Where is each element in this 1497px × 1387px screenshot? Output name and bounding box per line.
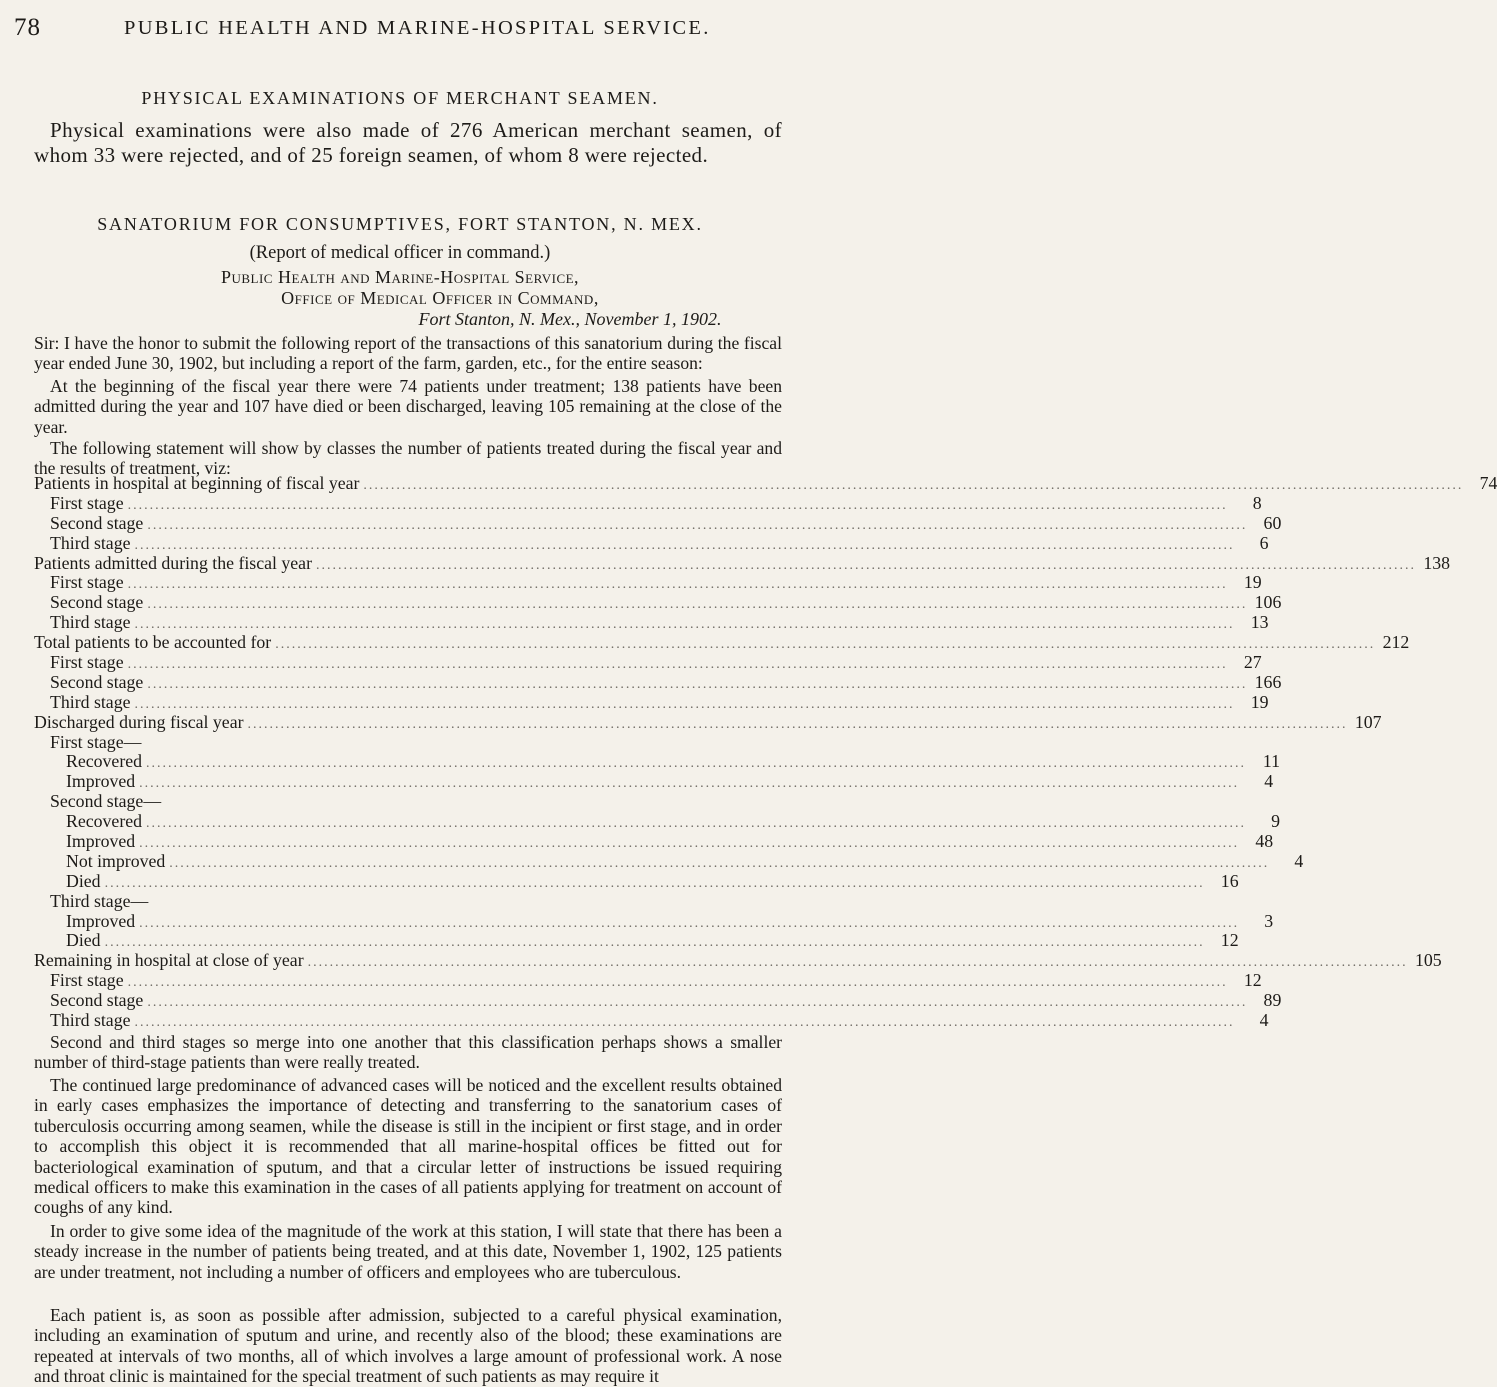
statistics-row-value: 12 [1220,930,1239,951]
leader-dots: ........................................................................................................................................................................................................ [127,577,1228,593]
leader-dots: ........................................................................................................................................................................................................ [127,497,1228,513]
dateline: Fort Stanton, N. Mex., November 1, 1902. [418,309,722,329]
leader-dots: ........................................................................................................................................................................................................ [134,1015,1235,1031]
leader-dots: ........................................................................................................................................................................................................ [147,597,1248,613]
office-line-1: Public Health and Marine-Hospital Service, [220,267,580,287]
statistics-row [34,910,1274,931]
statistics-row [34,652,1262,673]
leader-dots: ........................................................................................................................................................................................................ [139,776,1240,792]
statistics-row-value: 4 [1259,1010,1269,1031]
statistics-row [34,850,1304,871]
paragraph-intro-text: Sir: I have the honor to submit the following report of the transactions of this sanatorium during the fiscal year ended June 30, 1902, but including a report of the farm, garden, etc., for the entire season: [34,333,782,374]
statistics-row [34,870,1239,891]
statistics-row-label: Second stage [50,671,144,692]
paragraph-merge [34,1032,782,1073]
statistics-row-label: Third stage— [50,890,149,911]
statistics-row-value: 4 [1264,771,1274,792]
leader-dots: ........................................................................................................................................................................................................ [169,855,1270,871]
leader-dots: ........................................................................................................................................................................................................ [134,617,1235,633]
leader-dots: ........................................................................................................................................................................................................ [247,716,1348,732]
statistics-row-label: First stage [50,652,124,673]
running-header [14,14,790,44]
page-number: 78 [14,14,41,41]
statistics-row-label: Patients admitted during the fiscal year [34,552,312,573]
leader-dots: ........................................................................................................................................................................................................ [104,935,1205,951]
leader-dots: ........................................................................................................................................................................................................ [316,557,1416,573]
leader-dots: ........................................................................................................................................................................................................ [147,995,1248,1011]
statistics-row-value: 105 [1414,950,1442,971]
paragraph-intro [34,333,782,374]
statistics-row-label: Recovered [66,751,143,772]
statistics-row-value: 60 [1263,512,1282,533]
statistics-row [34,811,1281,832]
leader-dots: ........................................................................................................................................................................................................ [134,696,1235,712]
paragraph-summary [34,376,782,437]
leader-dots: ........................................................................................................................................................................................................ [139,915,1240,931]
statistics-row [34,612,1269,633]
leader-dots: ........................................................................................................................................................................................................ [104,875,1205,891]
statistics-row [34,930,1239,951]
statistics-row-value: 74 [1479,473,1497,493]
paragraph-merge-text: Second and third stages so merge into one another that this classification perhaps shows a smaller number of third-stage patients than were really treated. [34,1032,782,1073]
statistics-row [34,970,1262,991]
statistics-row [34,771,1274,792]
statistics-row-label: Recovered [66,811,143,832]
statistics-row-value: 4 [1294,850,1304,871]
statistics-row [34,1010,1269,1031]
paragraph-examination-text: Each patient is, as soon as possible after admission, subjected to a careful physical examination, including an examination of sputum and urine, and recently also of the blood; these examinations are repeated at intervals of two months, all of which involves a large amount of professional work. A nose and throat clinic is maintained for the special treatment of such patients as may require it [34,1305,782,1387]
statistics-row-label: Improved [66,831,136,852]
statistics-row-label: Second stage— [50,791,162,812]
statistics-row-label: Third stage [50,1010,131,1031]
leader-dots: ........................................................................................................................................................................................................ [146,816,1247,832]
statistics-row-value: 13 [1250,612,1269,633]
statistics-row-value: 19 [1243,572,1262,593]
statistics-table [34,473,1497,1031]
statistics-row-label: Second stage [50,990,144,1011]
leader-dots: ........................................................................................................................................................................................................ [134,537,1235,553]
statistics-row [34,732,782,752]
paragraph-predominance [34,1075,782,1218]
statistics-row [34,492,1262,513]
paragraph-predominance-text: The continued large predominance of advanced cases will be noticed and the excellent results obtained in early cases emphasizes the importance of detecting and transferring to the sanatorium cases of tuberculosis occurring among seamen, while the disease is still in the incipient or first stage, and in order to accomplish this object it is recommended that all marine-hospital offices be fitted out for bacteriological examination of sputum, and that a circular letter of instructions be issued requiring medical officers to make this examination in the cases of all patients applying for treatment on account of coughs of any kind. [34,1075,782,1218]
statistics-row-value: 107 [1354,711,1382,732]
leader-dots: ........................................................................................................................................................................................................ [146,756,1247,772]
leader-dots: ........................................................................................................................................................................................................ [275,637,1376,653]
statistics-row-label: Discharged during fiscal year [34,711,244,732]
leader-dots: ........................................................................................................................................................................................................ [139,836,1240,852]
statistics-row-value: 9 [1271,811,1281,832]
statistics-row-value: 48 [1255,831,1274,852]
statistics-row [34,671,1282,692]
leader-dots: ........................................................................................................................................................................................................ [363,478,1464,493]
statistics-row-label: First stage— [50,731,142,752]
statistics-row-label: Improved [66,771,136,792]
statistics-row-value: 11 [1262,751,1281,772]
statistics-row-value: 138 [1423,552,1450,573]
leader-dots: ........................................................................................................................................................................................................ [127,975,1228,991]
paragraph-statement-text: The following statement will show by classes the number of patients treated during the fiscal year and the results of treatment, viz: [34,438,782,479]
statistics-row-label: Third stage [50,532,131,553]
statistics-row-value: 27 [1243,652,1262,673]
statistics-row [34,572,1262,593]
statistics-row-value: 212 [1382,632,1410,653]
statistics-row [34,711,1382,732]
statistics-row-label: Second stage [50,592,144,613]
statistics-row [34,691,1269,712]
statistics-row [34,552,1450,573]
statistics-row [34,592,1282,613]
statistics-row-label: Second stage [50,512,144,533]
leader-dots: ........................................................................................................................................................................................................ [147,517,1248,533]
running-title: PUBLIC HEALTH AND MARINE-HOSPITAL SERVICE. [124,17,711,39]
statistics-row [34,751,1281,772]
paragraph-merchant-seamen-text: Physical examinations were also made of 276 American merchant seamen, of whom 33 were rejected, and of 25 foreign seamen, of whom 8 were rejected. [34,118,782,167]
paragraph-magnitude [34,1221,782,1282]
statistics-row-label: First stage [50,492,124,513]
statistics-row-label: Patients in hospital at beginning of fiscal year [34,473,360,493]
statistics-row-label: Total patients to be accounted for [34,632,272,653]
statistics-row [34,632,1410,653]
paragraph-summary-text: At the beginning of the fiscal year there were 74 patients under treatment; 138 patients have been admitted during the year and 107 have died or been discharged, leaving 105 remaining at the close of the year. [34,376,782,437]
statistics-row-label: Third stage [50,691,131,712]
statistics-row-label: Died [66,870,101,891]
statistics-row-label: Not improved [66,850,166,871]
paragraph-examination [34,1305,782,1387]
statistics-row-label: First stage [50,970,124,991]
statistics-row-label: Improved [66,910,136,931]
statistics-row-label: Third stage [50,612,131,633]
statistics-row-value: 89 [1263,990,1282,1011]
statistics-row-value: 3 [1264,910,1274,931]
leader-dots: ........................................................................................................................................................................................................ [307,955,1408,971]
paragraph-magnitude-text: In order to give some idea of the magnitude of the work at this station, I will state that there has been a steady increase in the number of patients being treated, and at this date, November 1, 1902, 125 patients are under treatment, not including a number of officers and employees who are tuberculous. [34,1221,782,1282]
statistics-row [34,473,1497,493]
statistics-row-value: 8 [1252,492,1262,513]
statistics-row-value: 106 [1254,592,1282,613]
statistics-row [34,831,1274,852]
statistics-row [34,512,1282,533]
report-subtitle: (Report of medical officer in command.) [249,243,551,263]
statistics-row-value: 6 [1259,532,1269,553]
statistics-row-value: 16 [1220,870,1239,891]
leader-dots: ........................................................................................................................................................................................................ [147,676,1248,692]
statistics-row-label: Remaining in hospital at close of year [34,950,304,971]
statistics-row [34,990,1282,1011]
statistics-row [34,532,1269,553]
office-line-2: Office of Medical Officer in Command, [281,288,599,308]
leader-dots: ........................................................................................................................................................................................................ [127,657,1228,673]
statistics-row-value: 166 [1254,671,1282,692]
statistics-row-label: Died [66,930,101,951]
statistics-row [34,791,782,811]
statistics-row-label: First stage [50,572,124,593]
section-title-sanatorium: SANATORIUM FOR CONSUMPTIVES, FORT STANTON, N. MEX. [97,214,703,234]
statistics-row-value: 19 [1250,691,1269,712]
statistics-row [34,950,1442,971]
section-title-physical-examinations: PHYSICAL EXAMINATIONS OF MERCHANT SEAMEN. [141,88,659,108]
statistics-row [34,891,782,911]
paragraph-merchant-seamen [34,118,782,168]
statistics-row-value: 12 [1243,970,1262,991]
